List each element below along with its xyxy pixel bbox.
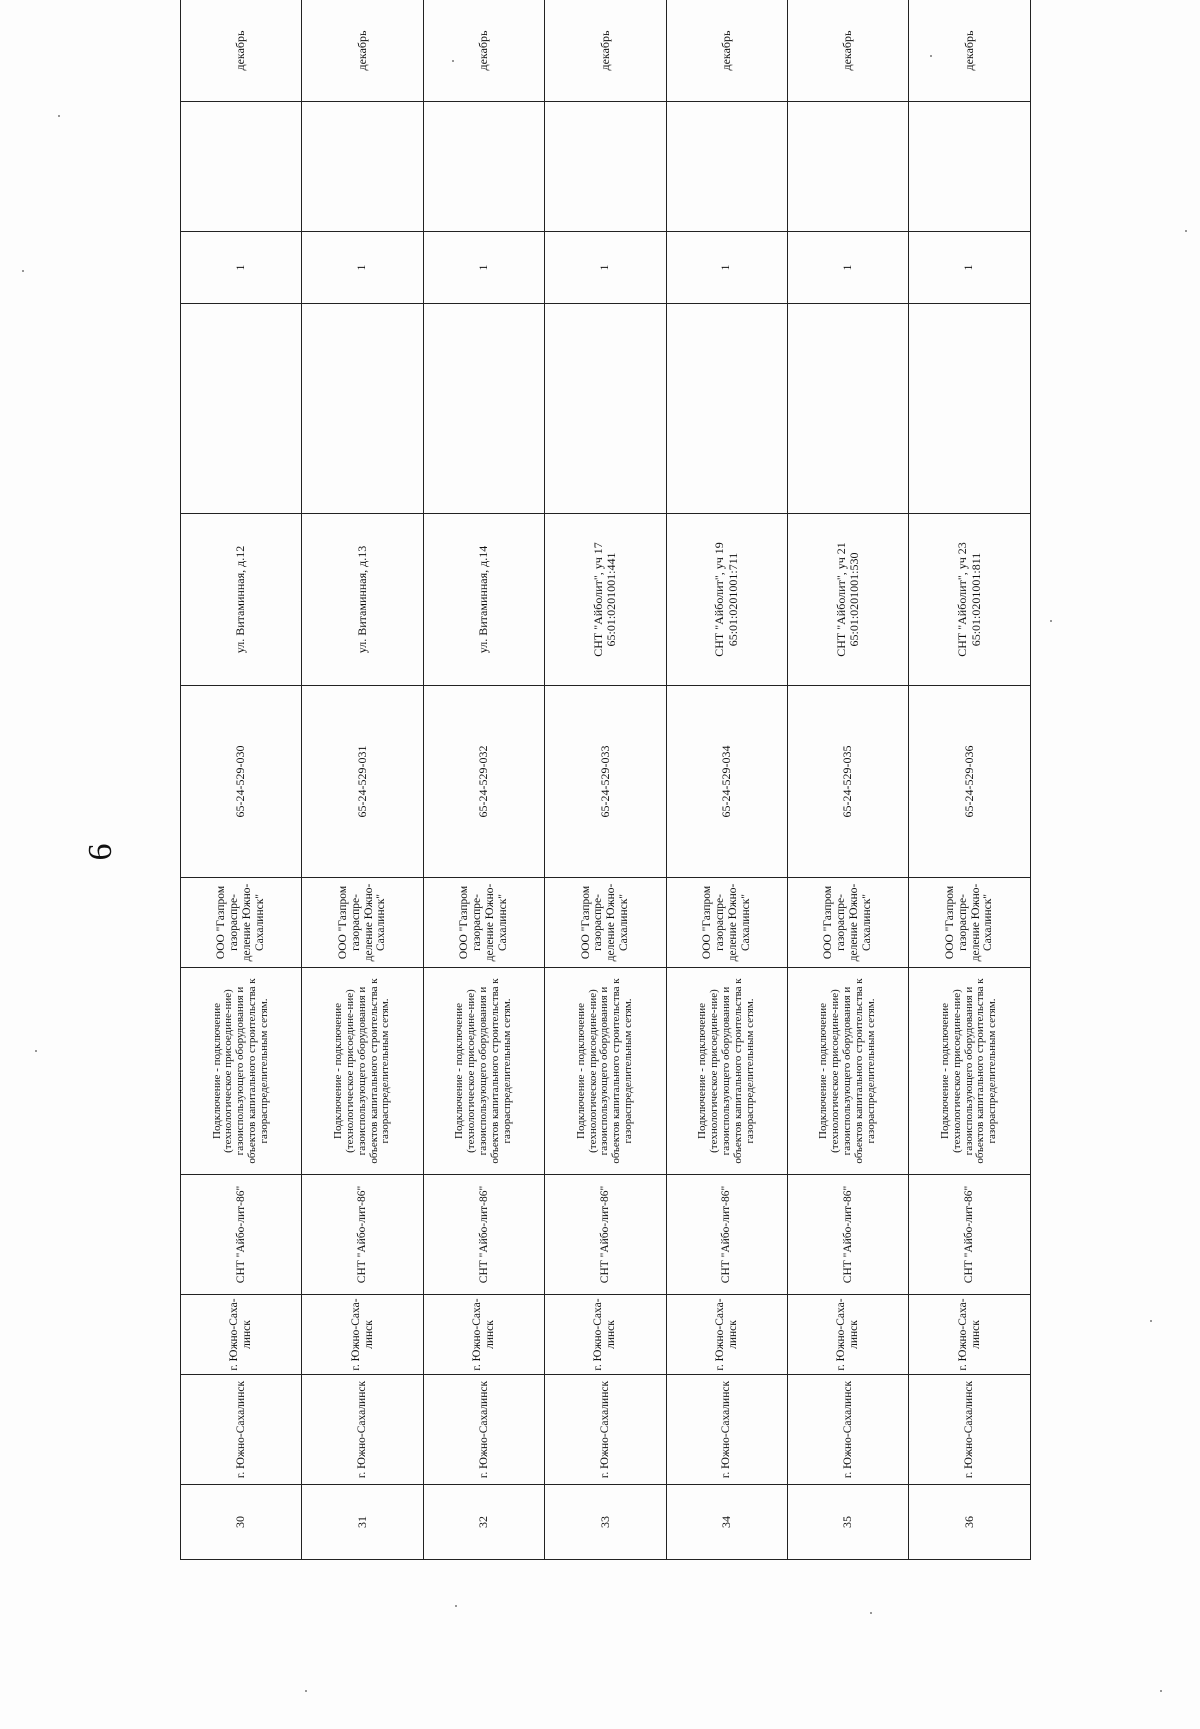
cell-number: 35 bbox=[787, 1485, 908, 1560]
cell-empty bbox=[302, 304, 423, 514]
cell-application-code: 65-24-529-030 bbox=[181, 686, 302, 878]
cell-city: г. Южно-Сахалинск bbox=[545, 1375, 666, 1485]
cell-district: г. Южно-Саха-линск bbox=[787, 1295, 908, 1375]
cell-purpose: Подключение - подключение (технологическое присоедине-ние) газоиспользующего оборудования и объектов капитального строительства к газораспределительным сетям. bbox=[302, 968, 423, 1175]
cell-empty bbox=[787, 102, 908, 232]
cell-number: 32 bbox=[423, 1485, 544, 1560]
cell-address: ул. Витаминная, д.12 bbox=[181, 514, 302, 686]
table-row bbox=[666, 0, 787, 1560]
table-row bbox=[423, 0, 544, 1560]
cell-address: СНТ "Айболит", уч 23 65:01:0201001:811 bbox=[909, 514, 1030, 686]
cell-purpose: Подключение - подключение (технологическое присоедине-ние) газоиспользующего оборудования и объектов капитального строительства к газораспределительным сетям. bbox=[666, 968, 787, 1175]
table-row bbox=[302, 0, 423, 1560]
cell-applicant: СНТ "Айбо-лит-86" bbox=[302, 1175, 423, 1295]
table-body bbox=[181, 0, 1031, 1560]
cell-address: ул. Витаминная, д.13 bbox=[302, 514, 423, 686]
cell-empty bbox=[181, 304, 302, 514]
cell-application-code: 65-24-529-035 bbox=[787, 686, 908, 878]
cell-empty bbox=[423, 102, 544, 232]
cell-number: 34 bbox=[666, 1485, 787, 1560]
cell-quantity: 1 bbox=[909, 232, 1030, 304]
cell-purpose: Подключение - подключение (технологическое присоедине-ние) газоиспользующего оборудования и объектов капитального строительства к газораспределительным сетям. bbox=[181, 968, 302, 1175]
cell-district: г. Южно-Саха-линск bbox=[423, 1295, 544, 1375]
cell-application-code: 65-24-529-032 bbox=[423, 686, 544, 878]
cell-empty bbox=[302, 102, 423, 232]
scan-speck bbox=[58, 115, 60, 117]
cell-district: г. Южно-Саха-линск bbox=[181, 1295, 302, 1375]
scan-speck bbox=[1160, 1690, 1162, 1692]
cell-purpose: Подключение - подключение (технологическое присоедине-ние) газоиспользующего оборудования и объектов капитального строительства к газораспределительным сетям. bbox=[545, 968, 666, 1175]
cell-gas-distribution-org: ООО "Газпром газораспре-деление Южно-Сахалинск" bbox=[666, 878, 787, 968]
cell-applicant: СНТ "Айбо-лит-86" bbox=[181, 1175, 302, 1295]
cell-empty bbox=[666, 102, 787, 232]
scan-speck bbox=[305, 1690, 307, 1692]
cell-empty bbox=[545, 102, 666, 232]
cell-month: декабрь bbox=[545, 0, 666, 102]
table-wrapper bbox=[180, 30, 1030, 1560]
scan-speck bbox=[35, 1050, 37, 1052]
cell-address: СНТ "Айболит", уч 19 65:01:0201001:711 bbox=[666, 514, 787, 686]
cell-quantity: 1 bbox=[302, 232, 423, 304]
cell-quantity: 1 bbox=[666, 232, 787, 304]
cell-quantity: 1 bbox=[545, 232, 666, 304]
cell-month: декабрь bbox=[181, 0, 302, 102]
scan-speck bbox=[1185, 230, 1187, 232]
cell-quantity: 1 bbox=[787, 232, 908, 304]
cell-city: г. Южно-Сахалинск bbox=[181, 1375, 302, 1485]
cell-gas-distribution-org: ООО "Газпром газораспре-деление Южно-Сахалинск" bbox=[909, 878, 1030, 968]
cell-applicant: СНТ "Айбо-лит-86" bbox=[909, 1175, 1030, 1295]
cell-number: 33 bbox=[545, 1485, 666, 1560]
table-row bbox=[545, 0, 666, 1560]
scan-speck bbox=[22, 270, 24, 272]
cell-city: г. Южно-Сахалинск bbox=[909, 1375, 1030, 1485]
cell-purpose: Подключение - подключение (технологическое присоедине-ние) газоиспользующего оборудования и объектов капитального строительства к газораспределительным сетям. bbox=[787, 968, 908, 1175]
cell-city: г. Южно-Сахалинск bbox=[666, 1375, 787, 1485]
cell-gas-distribution-org: ООО "Газпром газораспре-деление Южно-Сахалинск" bbox=[423, 878, 544, 968]
cell-application-code: 65-24-529-033 bbox=[545, 686, 666, 878]
cell-gas-distribution-org: ООО "Газпром газораспре-деление Южно-Сахалинск" bbox=[787, 878, 908, 968]
page-number: 6 bbox=[82, 843, 119, 861]
cell-month: декабрь bbox=[909, 0, 1030, 102]
cell-month: декабрь bbox=[666, 0, 787, 102]
connections-table bbox=[180, 0, 1031, 1560]
cell-month: декабрь bbox=[787, 0, 908, 102]
cell-month: декабрь bbox=[302, 0, 423, 102]
cell-district: г. Южно-Саха-линск bbox=[545, 1295, 666, 1375]
table-row bbox=[181, 0, 302, 1560]
cell-gas-distribution-org: ООО "Газпром газораспре-деление Южно-Сахалинск" bbox=[181, 878, 302, 968]
scan-speck bbox=[1150, 1320, 1152, 1322]
cell-district: г. Южно-Саха-линск bbox=[909, 1295, 1030, 1375]
cell-application-code: 65-24-529-034 bbox=[666, 686, 787, 878]
cell-application-code: 65-24-529-031 bbox=[302, 686, 423, 878]
cell-applicant: СНТ "Айбо-лит-86" bbox=[423, 1175, 544, 1295]
cell-quantity: 1 bbox=[181, 232, 302, 304]
cell-quantity: 1 bbox=[423, 232, 544, 304]
table-row bbox=[909, 0, 1030, 1560]
cell-empty bbox=[545, 304, 666, 514]
cell-district: г. Южно-Саха-линск bbox=[666, 1295, 787, 1375]
cell-address: СНТ "Айболит", уч 17 65:01:0201001:441 bbox=[545, 514, 666, 686]
cell-number: 31 bbox=[302, 1485, 423, 1560]
cell-applicant: СНТ "Айбо-лит-86" bbox=[666, 1175, 787, 1295]
cell-empty bbox=[666, 304, 787, 514]
scan-speck bbox=[1050, 620, 1052, 622]
table-row bbox=[787, 0, 908, 1560]
cell-district: г. Южно-Саха-линск bbox=[302, 1295, 423, 1375]
cell-empty bbox=[423, 304, 544, 514]
cell-empty bbox=[181, 102, 302, 232]
cell-month: декабрь bbox=[423, 0, 544, 102]
cell-address: ул. Витаминная, д.14 bbox=[423, 514, 544, 686]
cell-gas-distribution-org: ООО "Газпром газораспре-деление Южно-Сахалинск" bbox=[545, 878, 666, 968]
cell-empty bbox=[787, 304, 908, 514]
scan-speck bbox=[870, 1612, 872, 1614]
cell-applicant: СНТ "Айбо-лит-86" bbox=[787, 1175, 908, 1295]
cell-number: 36 bbox=[909, 1485, 1030, 1560]
scan-speck bbox=[452, 60, 454, 62]
cell-purpose: Подключение - подключение (технологическое присоедине-ние) газоиспользующего оборудования и объектов капитального строительства к газораспределительным сетям. bbox=[423, 968, 544, 1175]
cell-city: г. Южно-Сахалинск bbox=[302, 1375, 423, 1485]
scan-speck bbox=[455, 1605, 457, 1607]
cell-gas-distribution-org: ООО "Газпром газораспре-деление Южно-Сахалинск" bbox=[302, 878, 423, 968]
cell-number: 30 bbox=[181, 1485, 302, 1560]
scan-speck bbox=[930, 55, 932, 57]
cell-city: г. Южно-Сахалинск bbox=[423, 1375, 544, 1485]
cell-application-code: 65-24-529-036 bbox=[909, 686, 1030, 878]
cell-applicant: СНТ "Айбо-лит-86" bbox=[545, 1175, 666, 1295]
cell-empty bbox=[909, 102, 1030, 232]
cell-empty bbox=[909, 304, 1030, 514]
cell-address: СНТ "Айболит", уч 21 65:01:0201001:530 bbox=[787, 514, 908, 686]
cell-purpose: Подключение - подключение (технологическое присоедине-ние) газоиспользующего оборудования и объектов капитального строительства к газораспределительным сетям. bbox=[909, 968, 1030, 1175]
cell-city: г. Южно-Сахалинск bbox=[787, 1375, 908, 1485]
